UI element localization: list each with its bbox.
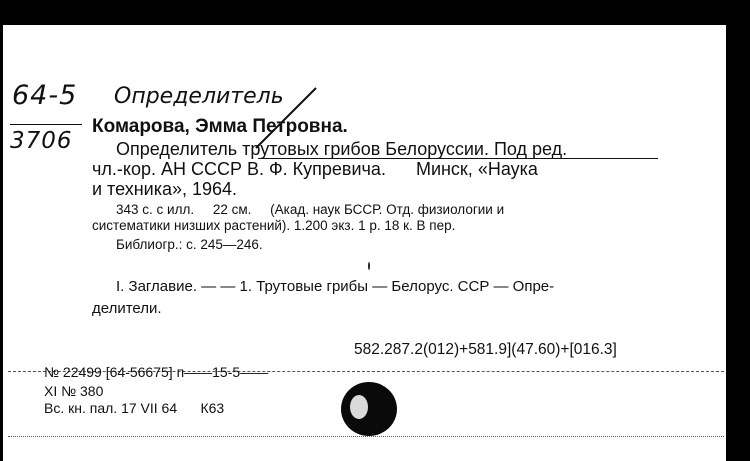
call-number-divider <box>10 124 82 125</box>
card-edge-shadow <box>726 22 750 461</box>
author-heading: Комарова, Эмма Петровна. <box>92 116 348 137</box>
bottom-rule <box>8 436 724 437</box>
registration-line-3: Вс. кн. пал. 17 VII 64 К63 <box>44 400 225 416</box>
stray-mark <box>368 262 370 270</box>
call-number-bottom: 3706 <box>10 128 73 154</box>
call-number-top: 64-5 <box>12 80 78 111</box>
registration-line-1: № 22499 [64-56675] п——15-5—— <box>44 364 269 380</box>
handwritten-title: Определитель <box>114 84 284 109</box>
tracings-line-1: I. Заглавие. — — 1. Трутовые грибы — Белорус. ССР — Опре- <box>116 278 555 295</box>
registration-line-2: XI № 380 <box>44 383 104 399</box>
title-line-1: Определитель трутовых грибов Белоруссии. Под ред. <box>116 139 568 159</box>
title-line-3: и техника», 1964. <box>92 179 238 199</box>
ink-blot-highlight <box>350 395 368 419</box>
classification-numbers: 582.287.2(012)+581.9](47.60)+[016.3] <box>354 341 617 358</box>
title-line-2: чл.-кор. АН СССР В. Ф. Купревича. Минск, «Наука <box>92 159 538 179</box>
collation-line-2: систематики низших растений). 1.200 экз. 1 р. 18 к. В пер. <box>92 218 456 233</box>
tracings-line-2: делители. <box>92 300 162 317</box>
bibliography-note: Библиогр.: с. 245—246. <box>116 237 263 252</box>
collation-line-1: 343 с. с илл. 22 см. (Акад. наук БССР. Отд. физиологии и <box>116 202 505 217</box>
